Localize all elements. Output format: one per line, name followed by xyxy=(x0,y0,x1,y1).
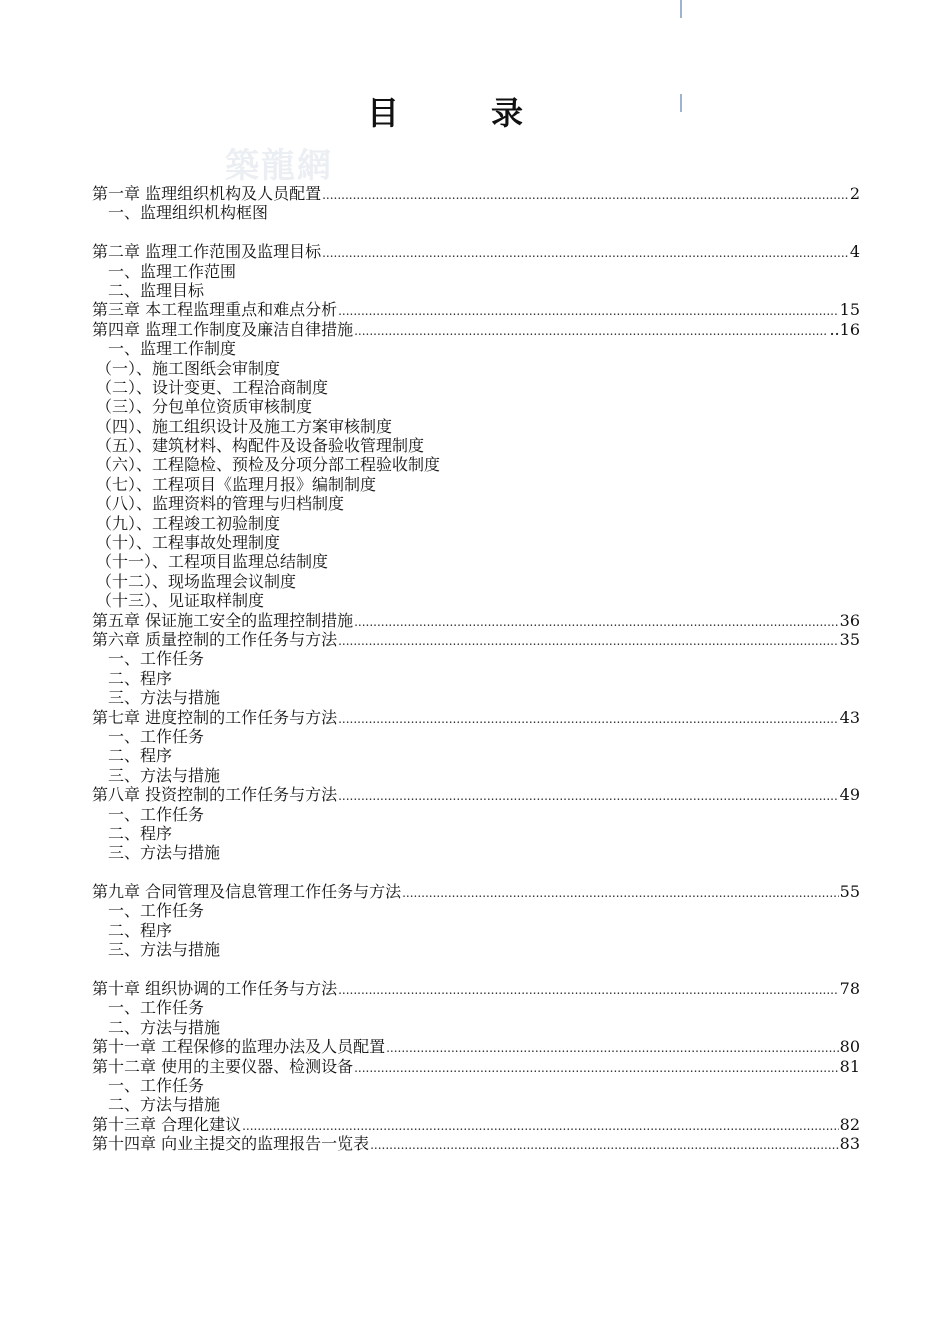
toc-entry-title: 第十二章 使用的主要仪器、检测设备 xyxy=(92,1056,354,1076)
toc-page-number: 43 xyxy=(839,707,860,727)
toc-chapter-entry[interactable] xyxy=(92,882,860,901)
toc-entry-title: 第六章 质量控制的工作任务与方法 xyxy=(92,629,338,649)
margin-mark xyxy=(680,0,682,18)
toc-entry-title: 一、工作任务 xyxy=(108,649,205,669)
toc-entry-title: 二、方法与措施 xyxy=(108,1095,221,1115)
toc-section-entry[interactable] xyxy=(92,746,860,765)
toc-entry-title: 第十三章 合理化建议 xyxy=(92,1114,242,1134)
toc-page-number: 2 xyxy=(849,184,860,203)
table-of-contents xyxy=(92,184,860,1154)
toc-entry-title: 一、监理工作范围 xyxy=(108,261,237,281)
toc-page-number: 49 xyxy=(839,785,860,805)
toc-chapter-entry[interactable] xyxy=(92,1057,860,1076)
toc-entry-title: 一、工作任务 xyxy=(108,804,205,824)
watermark: 築龍網 xyxy=(225,146,333,186)
toc-section-entry[interactable] xyxy=(92,669,860,688)
toc-entry-title: 二、程序 xyxy=(108,823,173,843)
page-title: 目 录 xyxy=(366,94,553,132)
toc-section-entry[interactable] xyxy=(92,805,860,824)
toc-section-entry[interactable] xyxy=(92,339,860,358)
toc-section-entry[interactable] xyxy=(92,649,860,668)
toc-entry-title: 第四章 监理工作制度及廉洁自律措施 xyxy=(92,319,354,339)
toc-dot-leader xyxy=(338,710,839,729)
toc-dot-leader xyxy=(322,186,849,205)
toc-chapter-entry[interactable] xyxy=(92,1134,860,1153)
toc-chapter-entry[interactable] xyxy=(92,708,860,727)
toc-section-entry[interactable] xyxy=(92,494,860,513)
toc-chapter-entry[interactable] xyxy=(92,785,860,804)
toc-section-entry[interactable] xyxy=(92,281,860,300)
toc-page-number: 80 xyxy=(839,1037,860,1057)
toc-chapter-entry[interactable] xyxy=(92,320,860,339)
toc-chapter-entry[interactable] xyxy=(92,184,860,203)
toc-section-entry[interactable] xyxy=(92,533,860,552)
toc-dot-leader xyxy=(338,787,839,806)
toc-section-entry[interactable] xyxy=(92,359,860,378)
toc-dot-leader xyxy=(354,322,828,341)
toc-page-number: 78 xyxy=(839,979,860,999)
toc-section-entry[interactable] xyxy=(92,417,860,436)
toc-section-entry[interactable] xyxy=(92,455,860,474)
toc-entry-title: （三）、分包单位资质审核制度 xyxy=(96,397,313,417)
toc-entry-title: 第一章 监理组织机构及人员配置 xyxy=(92,184,322,203)
toc-section-entry[interactable] xyxy=(92,998,860,1017)
toc-entry-title: 一、工作任务 xyxy=(108,901,205,921)
toc-section-entry[interactable] xyxy=(92,940,860,959)
toc-entry-title: 第二章 监理工作范围及监理目标 xyxy=(92,242,322,262)
toc-chapter-entry[interactable] xyxy=(92,979,860,998)
toc-entry-title: 三、方法与措施 xyxy=(108,940,221,960)
toc-entry-title: 第九章 合同管理及信息管理工作任务与方法 xyxy=(92,882,402,902)
toc-entry-title: 二、程序 xyxy=(108,746,173,766)
toc-dot-leader xyxy=(386,1039,839,1058)
toc-dot-leader xyxy=(338,981,839,1000)
toc-entry-title: （十一）、工程项目监理总结制度 xyxy=(96,552,329,572)
toc-entry-title: 第七章 进度控制的工作任务与方法 xyxy=(92,707,338,727)
toc-entry-title: 第八章 投资控制的工作任务与方法 xyxy=(92,785,338,805)
toc-section-entry[interactable] xyxy=(92,591,860,610)
toc-entry-title: 第十一章 工程保修的监理办法及人员配置 xyxy=(92,1037,386,1057)
toc-entry-title: 一、监理组织机构框图 xyxy=(108,203,269,223)
toc-entry-title: （六）、工程隐检、预检及分项分部工程验收制度 xyxy=(96,455,441,475)
toc-entry-title: （二）、设计变更、工程洽商制度 xyxy=(96,377,329,397)
toc-page-number: 81 xyxy=(839,1056,860,1076)
toc-section-entry[interactable] xyxy=(92,436,860,455)
toc-section-entry[interactable] xyxy=(92,572,860,591)
toc-page-number: 36 xyxy=(839,610,860,630)
toc-entry-title: （十三）、见证取样制度 xyxy=(96,591,265,611)
toc-section-entry[interactable] xyxy=(92,1095,860,1114)
toc-page-number: ..16 xyxy=(829,319,860,339)
toc-section-entry[interactable] xyxy=(92,378,860,397)
toc-entry-title: 第五章 保证施工安全的监理控制措施 xyxy=(92,610,354,630)
toc-entry-title: 一、工作任务 xyxy=(108,726,205,746)
toc-entry-title: 第十章 组织协调的工作任务与方法 xyxy=(92,979,338,999)
toc-dot-leader xyxy=(338,302,839,321)
toc-section-entry[interactable] xyxy=(92,397,860,416)
toc-section-entry[interactable] xyxy=(92,203,860,222)
toc-dot-leader xyxy=(338,632,839,651)
toc-section-entry[interactable] xyxy=(92,475,860,494)
toc-section-entry[interactable] xyxy=(92,552,860,571)
toc-chapter-entry[interactable] xyxy=(92,630,860,649)
toc-entry-title: 第三章 本工程监理重点和难点分析 xyxy=(92,300,338,320)
toc-section-entry[interactable] xyxy=(92,1018,860,1037)
toc-entry-title: （五）、建筑材料、构配件及设备验收管理制度 xyxy=(96,436,425,456)
toc-page-number: 55 xyxy=(839,882,860,902)
toc-page-number: 82 xyxy=(839,1114,860,1134)
toc-entry-title: 二、方法与措施 xyxy=(108,1017,221,1037)
toc-entry-title: 二、监理目标 xyxy=(108,280,205,300)
toc-dot-leader xyxy=(370,1136,839,1155)
toc-section-entry[interactable] xyxy=(92,843,860,862)
toc-dot-leader xyxy=(402,884,839,903)
toc-entry-title: （十）、工程事故处理制度 xyxy=(96,533,281,553)
toc-entry-title: （四）、施工组织设计及施工方案审核制度 xyxy=(96,416,393,436)
toc-section-entry[interactable] xyxy=(92,727,860,746)
toc-chapter-entry[interactable] xyxy=(92,1037,860,1056)
toc-entry-title: 一、工作任务 xyxy=(108,998,205,1018)
toc-chapter-entry[interactable] xyxy=(92,611,860,630)
toc-page-number: 4 xyxy=(849,242,860,262)
toc-entry-title: 二、程序 xyxy=(108,668,173,688)
toc-section-entry[interactable] xyxy=(92,824,860,843)
toc-chapter-entry[interactable] xyxy=(92,1115,860,1134)
toc-entry-title: 三、方法与措施 xyxy=(108,765,221,785)
toc-section-entry[interactable] xyxy=(92,901,860,920)
toc-entry-title: （十二）、现场监理会议制度 xyxy=(96,571,297,591)
toc-chapter-entry[interactable] xyxy=(92,300,860,319)
toc-entry-title: 第十四章 向业主提交的监理报告一览表 xyxy=(92,1134,370,1154)
toc-page-number: 35 xyxy=(839,629,860,649)
toc-entry-title: 一、工作任务 xyxy=(108,1075,205,1095)
toc-section-entry[interactable] xyxy=(92,921,860,940)
toc-entry-title: （七）、工程项目《监理月报》编制制度 xyxy=(96,474,377,494)
toc-entry-title: （一）、施工图纸会审制度 xyxy=(96,358,281,378)
toc-entry-title: 三、方法与措施 xyxy=(108,843,221,863)
toc-section-entry[interactable] xyxy=(92,688,860,707)
toc-entry-title: （九）、工程竣工初验制度 xyxy=(96,513,281,533)
toc-section-entry[interactable] xyxy=(92,1076,860,1095)
toc-page-number: 83 xyxy=(839,1134,860,1154)
toc-section-entry[interactable] xyxy=(92,262,860,281)
toc-dot-leader xyxy=(354,1059,839,1078)
toc-entry-title: 一、监理工作制度 xyxy=(108,339,237,359)
toc-entry-title: （八）、监理资料的管理与归档制度 xyxy=(96,494,345,514)
toc-entry-title: 三、方法与措施 xyxy=(108,688,221,708)
toc-section-entry[interactable] xyxy=(92,766,860,785)
toc-chapter-entry[interactable] xyxy=(92,242,860,261)
toc-dot-leader xyxy=(354,613,839,632)
toc-entry-title: 二、程序 xyxy=(108,920,173,940)
toc-page-number: 15 xyxy=(839,300,860,320)
toc-section-entry[interactable] xyxy=(92,514,860,533)
toc-dot-leader xyxy=(322,244,849,263)
